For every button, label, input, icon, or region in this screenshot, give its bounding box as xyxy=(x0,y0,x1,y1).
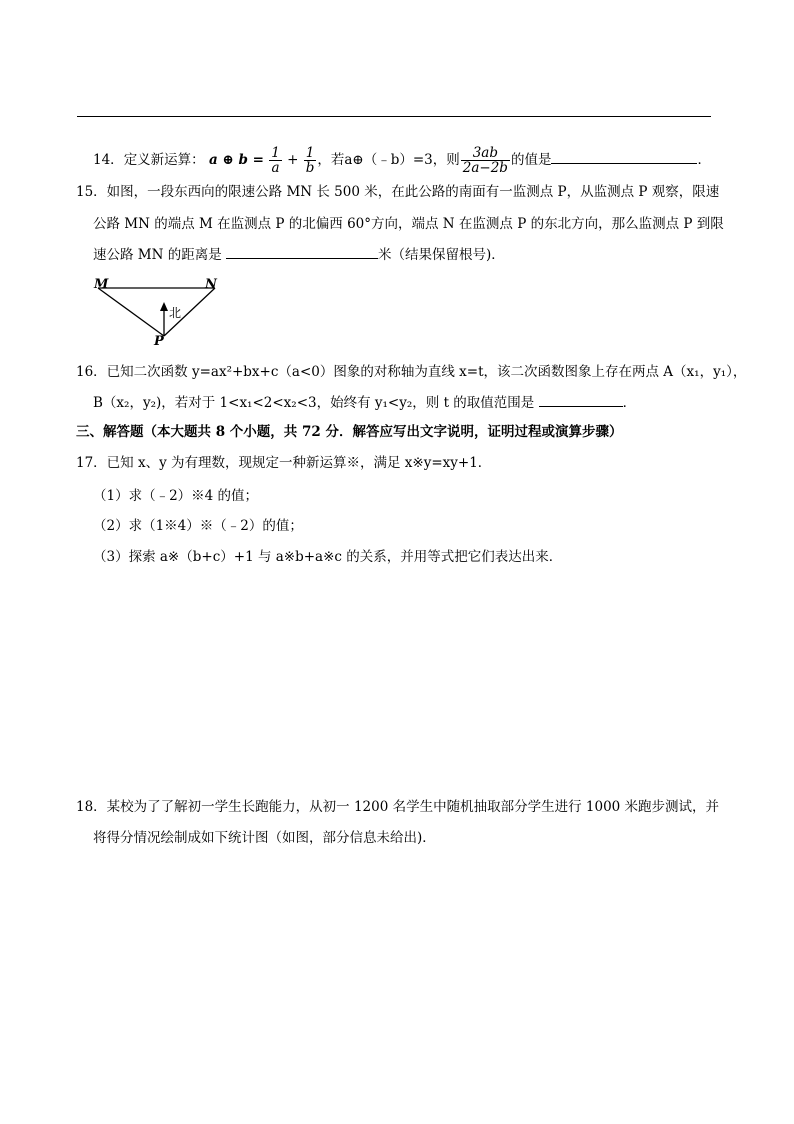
label-north: 北 xyxy=(169,306,182,320)
q17-part-1: （1）求（﹣2）※4 的值； xyxy=(93,488,259,504)
q14-condition: a⊕（﹣b）=3，则 xyxy=(344,152,460,169)
q14-f1-numerator: 1 xyxy=(271,145,280,161)
q18-line-2: 将得分情况绘制成如下统计图（如图，部分信息未给出)． xyxy=(93,830,436,846)
q14-fraction-1-over-b xyxy=(304,146,317,175)
question-14 xyxy=(93,146,711,175)
q16-line-2-end: ． xyxy=(622,395,637,411)
segment-mp xyxy=(98,288,164,336)
q16-line-2 xyxy=(93,397,636,411)
q14-end: ． xyxy=(697,152,711,169)
q16-answer-blank[interactable] xyxy=(539,406,623,407)
q14-f2-denominator: b xyxy=(305,160,315,177)
label-n: N xyxy=(205,277,217,292)
q17-part-2: （2）求（1※4）※（﹣2）的值； xyxy=(93,518,303,534)
q15-line-3-prefix: 速公路 MN 的距离是 xyxy=(93,247,222,263)
section-3-title: 三、解答题（本大题共 8 个小题，共 72 分．解答应写出文字说明，证明过程或演算步骤） xyxy=(76,424,623,440)
q14-f2-numerator: 1 xyxy=(304,146,317,161)
q16-line-2-prefix: B（x₂，y₂)，若对于 1<x₁<2<x₂<3，始终有 y₁<y₂，则 t 的取值范围是 xyxy=(93,395,535,411)
header-rule xyxy=(77,116,711,117)
north-arrow-icon xyxy=(160,302,168,311)
q16-line-1: 16．已知二次函数 y=ax²+bx+c（a<0）图象的对称轴为直线 x=t，该二次函数图象上存在两点 A（x₁，y₁）， xyxy=(76,364,747,380)
q15-line-3-suffix: 米（结果保留根号)． xyxy=(378,247,505,263)
q14-mid: ，若 xyxy=(317,152,345,169)
q14-ff-denominator: 2a−2b xyxy=(462,160,508,177)
q14-prefix: 定义新运算： xyxy=(123,152,205,169)
q14-answer-blank[interactable] xyxy=(551,163,697,164)
q18-line-1: 18．某校为了了解初一学生长跑能力，从初一 1200 名学生中随机抽取部分学生进行 1000 米跑步测试，并 xyxy=(76,799,720,815)
q15-line-2: 公路 MN 的端点 M 在监测点 P 的北偏西 60°方向，端点 N 在监测点 P 的东北方向，那么监测点 P 到限 xyxy=(93,216,724,232)
q14-number: 14． xyxy=(93,152,124,169)
q14-ff-numerator: 3ab xyxy=(461,146,510,161)
q14-target-fraction xyxy=(461,146,510,175)
q15-answer-blank[interactable] xyxy=(226,258,378,259)
q14-post: 的值是 xyxy=(510,152,552,169)
q14-plus: + xyxy=(287,152,299,169)
q15-line-1: 15．如图，一段东西向的限速公路 MN 长 500 米，在此公路的南面有一监测点 P，从监测点 P 观察，限速 xyxy=(76,184,720,200)
label-p: P xyxy=(154,334,164,346)
q17-intro: 17．已知 x、y 为有理数，现规定一种新运算※，满足 x※y=xy+1． xyxy=(76,455,492,471)
q15-figure xyxy=(92,276,222,346)
q14-fraction-1-over-a xyxy=(269,146,282,175)
q14-definition-lhs: a ⊕ b = xyxy=(208,152,264,169)
q15-line-3 xyxy=(93,249,505,263)
label-m: M xyxy=(94,277,109,292)
q14-f1-denominator: a xyxy=(271,160,280,177)
q17-part-3: （3）探索 a※（b+c）+1 与 a※b+a※c 的关系，并用等式把它们表达出来． xyxy=(93,549,563,565)
